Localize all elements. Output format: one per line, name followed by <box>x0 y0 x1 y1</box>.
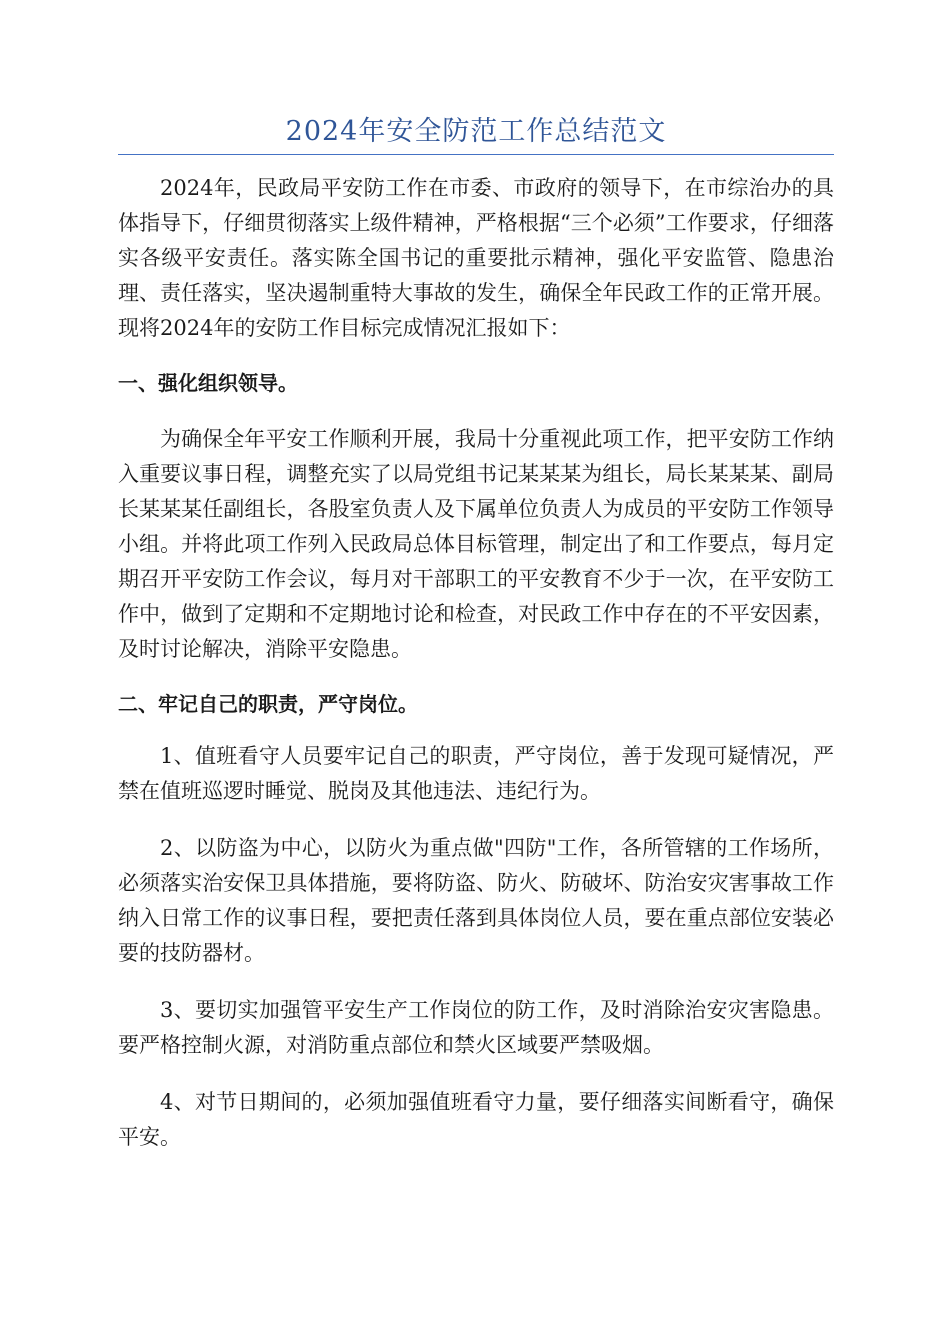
section-paragraph-organization: 为确保全年平安工作顺利开展，我局十分重视此项工作，把平安防工作纳入重要议事日程，调整充实了以局党组书记某某某为组长，局长某某某、副局长某某某任副组长，各股室负责人及下属单位负责人为成员的平安防工作领导小组。并将此项工作列入民政局总体目标管理，制定出了和工作要点，每月定期召开平安防工作会议，每月对干部职工的平安教育不少于一次，在平安防工作中，做到了定期和不定期地讨论和检查，对民政工作中存在的不平安因素，及时讨论解决，消除平安隐患。 <box>118 427 834 661</box>
intro-paragraph: 2024年，民政局平安防工作在市委、市政府的领导下，在市综治办的具体指导下，仔细贯彻落实上级件精神，严格根据“三个必须”工作要求，仔细落实各级平安责任。落实陈全国书记的重要批示精神，强化平安监管、隐患治理、责任落实，坚决遏制重特大事故的发生，确保全年民政工作的正常开展。现将2024年的安防工作目标完成情况汇报如下： <box>118 176 834 340</box>
list-item: 4、对节日期间的，必须加强值班看守力量，要仔细落实间断看守，确保平安。 <box>118 1090 834 1149</box>
list-item: 1、值班看守人员要牢记自己的职责，严守岗位，善于发现可疑情况，严禁在值班巡逻时睡觉、脱岗及其他违法、违纪行为。 <box>118 744 834 803</box>
section-heading-organization: 一、强化组织领导。 <box>118 371 298 395</box>
document-title: 2024年安全防范工作总结范文 <box>118 112 834 155</box>
list-item: 3、要切实加强管平安生产工作岗位的防工作，及时消除治安灾害隐患。要严格控制火源，对消防重点部位和禁火区域要严禁吸烟。 <box>118 998 834 1057</box>
document-page <box>118 112 834 1155</box>
section-heading-duties: 二、牢记自己的职责，严守岗位。 <box>118 692 418 716</box>
list-item: 2、以防盗为中心，以防火为重点做"四防"工作，各所管辖的工作场所，必须落实治安保卫具体措施，要将防盗、防火、防破坏、防治安灾害事故工作纳入日常工作的议事日程，要把责任落到具体岗位人员，要在重点部位安装必要的技防器材。 <box>118 836 834 965</box>
